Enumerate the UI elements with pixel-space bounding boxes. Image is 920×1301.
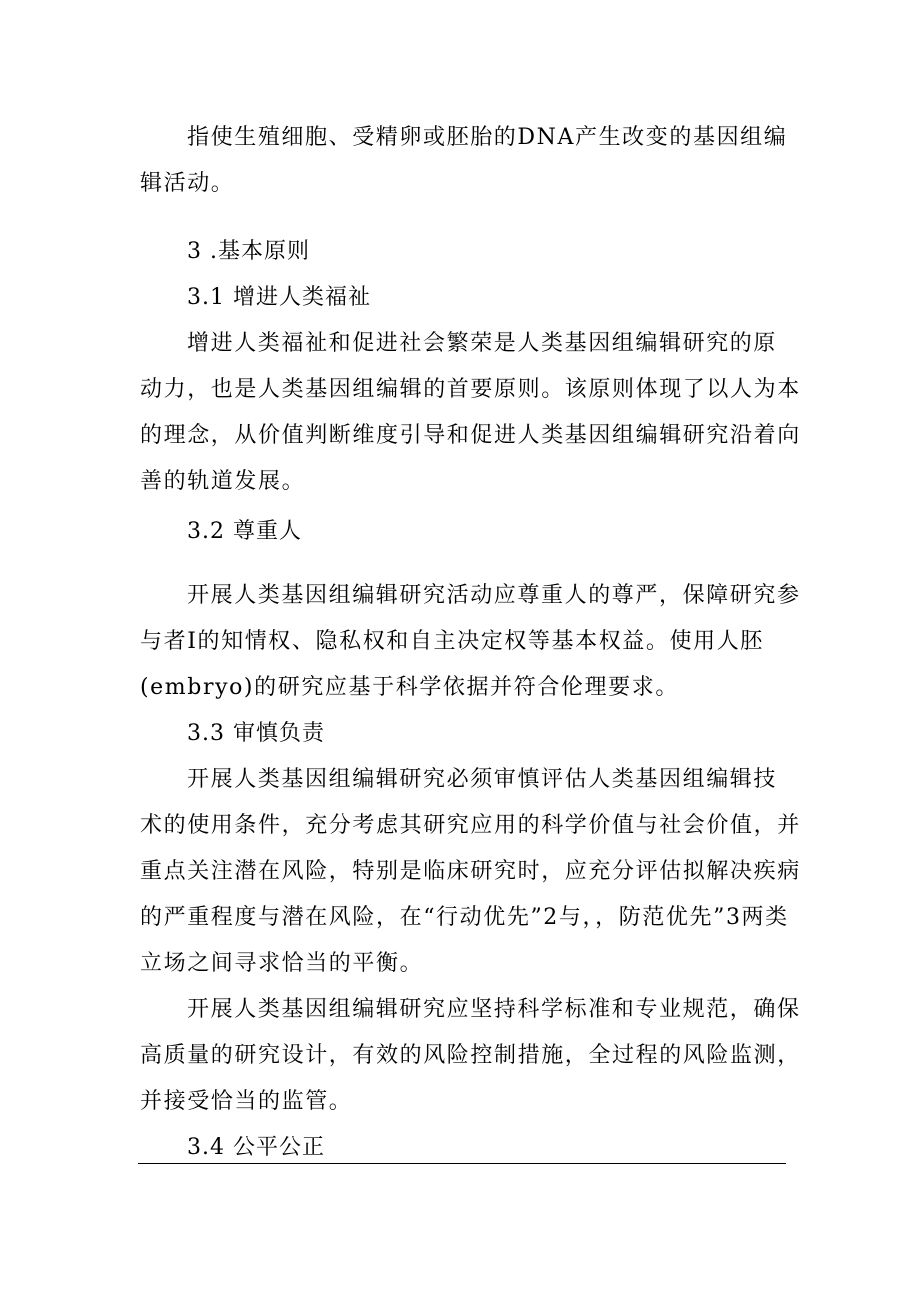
paragraph-line: 开展人类基因组编辑研究必须审慎评估人类基因组编辑技	[187, 767, 778, 792]
subsection-heading: 3.3 审慎负责	[187, 721, 325, 746]
paragraph-line: 重点关注潜在风险，特别是临床研究时，应充分评估拟解决疾病	[140, 859, 801, 884]
paragraph-line: 动力，也是人类基因组编辑的首要原则。该原则体现了以人为本	[140, 377, 801, 402]
paragraph-line: 辑活动。	[140, 171, 235, 196]
paragraph-line: 开展人类基因组编辑研究活动应尊重人的尊严，保障研究参	[187, 583, 801, 608]
paragraph-line: 立场之间寻求恰当的平衡。	[140, 951, 424, 976]
paragraph-line: 的理念，从价值判断维度引导和促进人类基因组编辑研究沿着向	[140, 423, 801, 448]
paragraph-line: 与者I的知情权、隐私权和自主决定权等基本权益。使用人胚	[140, 629, 764, 654]
paragraph-line: 增进人类福祉和促进社会繁荣是人类基因组编辑研究的原	[187, 331, 778, 356]
paragraph-line: 指使生殖细胞、受精卵或胚胎的DNA产生改变的基因组编	[187, 125, 788, 150]
section-heading: 3 .基本原则	[187, 239, 310, 264]
paragraph-line: 术的使用条件，充分考虑其研究应用的科学价值与社会价值，并	[140, 813, 801, 838]
subsection-heading: 3.4 公平公正	[187, 1135, 325, 1160]
subsection-heading: 3.2 尊重人	[187, 519, 302, 544]
paragraph-line: 的严重程度与潜在风险，在“行动优先”2与，，防范优先”3两类	[140, 905, 789, 930]
paragraph-line: 并接受恰当的监管。	[140, 1089, 353, 1114]
paragraph-line: 高质量的研究设计，有效的风险控制措施，全过程的风险监测，	[140, 1043, 801, 1068]
paragraph-line: (embryo)的研究应基于科学依据并符合伦理要求。	[140, 675, 679, 700]
subsection-heading: 3.1 增进人类福祉	[187, 285, 371, 310]
paragraph-line: 开展人类基因组编辑研究应坚持科学标准和专业规范，确保	[187, 997, 801, 1022]
footnote-separator	[138, 1163, 786, 1164]
paragraph-line: 善的轨道发展。	[140, 469, 306, 494]
